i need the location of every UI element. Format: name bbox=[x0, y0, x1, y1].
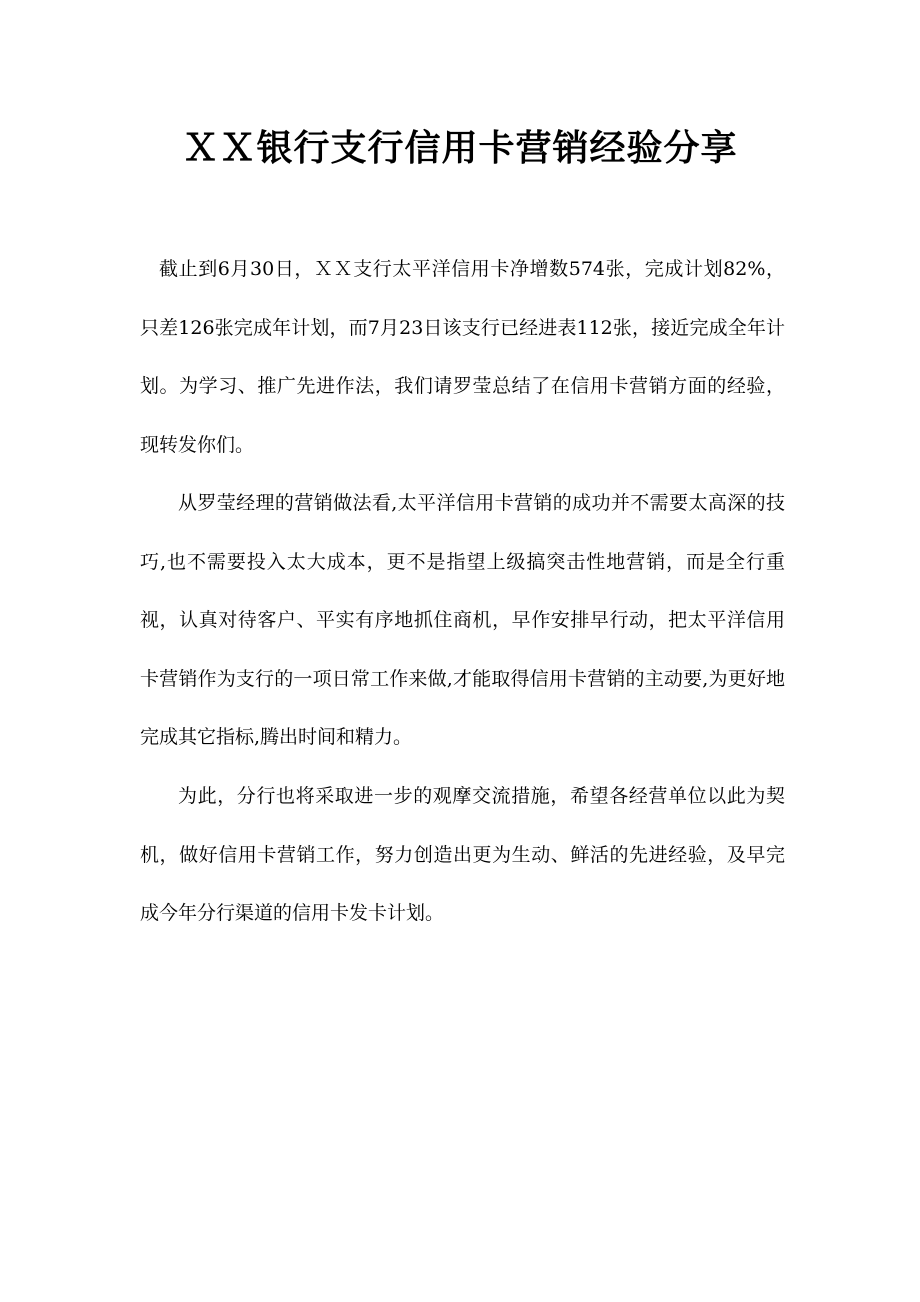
paragraph-1: 截止到6月30日，ＸＸ支行太平洋信用卡净增数574张，完成计划82%，只差126张完成年计划，而7月23日该支行已经进表112张，接近完成全年计划。为学习、推广先进作法，我们请罗莹总结了在信用卡营销方面的经验，现转发你们。 bbox=[140, 258, 785, 456]
paragraph-2: 从罗莹经理的营销做法看,太平洋信用卡营销的成功并不需要太高深的技巧,也不需要投入太大成本，更不是指望上级搞突击性地营销，而是全行重视，认真对待客户、平实有序地抓住商机，早作安排早行动，把太平洋信用卡营销作为支行的一项日常工作来做,才能取得信用卡营销的主动要,为更好地完成其它指标,腾出时间和精力。 bbox=[140, 492, 785, 748]
document-title: ＸＸ银行支行信用卡营销经验分享 bbox=[182, 127, 738, 169]
paragraph-3: 为此，分行也将采取进一步的观摩交流措施，希望各经营单位以此为契机，做好信用卡营销工作，努力创造出更为生动、鲜活的先进经验，及早完成今年分行渠道的信用卡发卡计划。 bbox=[140, 785, 785, 924]
